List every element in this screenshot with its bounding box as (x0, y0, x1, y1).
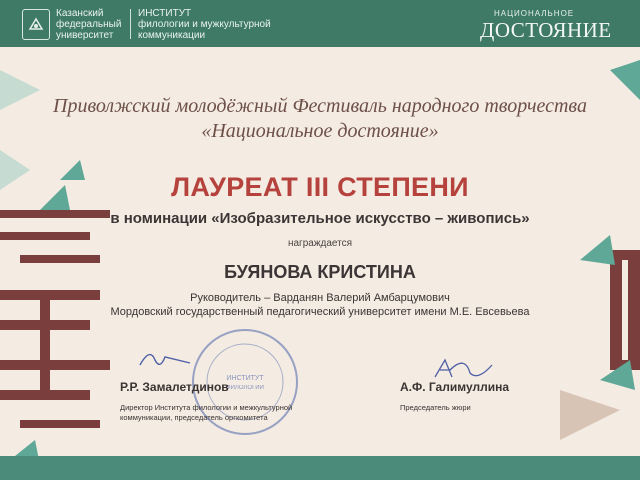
award-title: ЛАУРЕАТ III СТЕПЕНИ (171, 172, 469, 202)
right-signer-name: А.Ф. Галимуллина (400, 380, 510, 394)
signature-left (135, 345, 195, 375)
left-signer-name: Р.Р. Замалетдинов (120, 380, 229, 394)
festival-title-line2: «Национальное достояние» (201, 120, 439, 142)
organization-line: Мордовский государственный педагогический университет имени М.Е. Евсевьева (110, 306, 530, 318)
svg-text:ИНСТИТУТ: ИНСТИТУТ (226, 375, 264, 382)
nomination: в номинации «Изобразительное искусство – живопись» (110, 210, 530, 227)
institute-name: ИНСТИТУТ филологии и мужкультурной коммуникации (138, 8, 271, 41)
kfu-logo-icon (22, 9, 50, 40)
svg-text:ФИЛОЛОГИИ: ФИЛОЛОГИИ (226, 385, 264, 391)
festival-title-line1: Приволжский молодёжный Фестиваль народного творчества (53, 95, 587, 117)
left-signer-role: Директор Института филологии и межкультурной коммуникации, председатель оргкомитета (120, 403, 293, 422)
recipient-name: БУЯНОВА КРИСТИНА (224, 262, 416, 282)
brand-logo: ДОСТОЯНИЕ (480, 18, 612, 42)
right-signer-role: Председатель жюри (400, 403, 471, 412)
university-name: Казанский федеральный университет (56, 8, 122, 41)
supervisor-line: Руководитель – Варданян Валерий Амбарцумович (190, 292, 450, 304)
footer-band (0, 456, 640, 480)
awarded-label: награждается (287, 238, 353, 249)
header-divider (130, 9, 131, 39)
brand-small: НАЦИОНАЛЬНОЕ (494, 9, 575, 18)
